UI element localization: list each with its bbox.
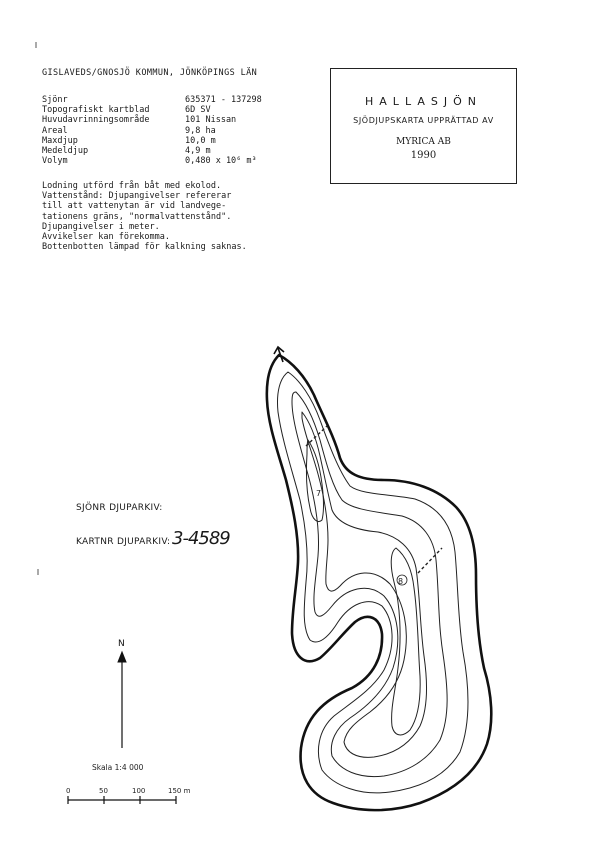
fact-label: Maxdjup (42, 135, 78, 146)
municipality-header: GISLAVEDS/GNOSJÖ KOMMUN, JÖNKÖPINGS LÄN (42, 68, 258, 78)
scale-tick: 0 (66, 787, 71, 795)
lake-name: HALLASJÖN (365, 95, 482, 108)
fact-value: 6D SV (185, 105, 211, 116)
fact-label: Medeldjup (42, 146, 89, 157)
depth-label: 7 (316, 489, 322, 498)
fact-value: 101 Nissan (185, 115, 237, 126)
note-line: tationens gräns, "normalvattenstånd". (42, 211, 232, 222)
contour-8m-south (391, 548, 420, 735)
fact-value: 0,480 x 10⁶ m³ (185, 156, 257, 167)
dashed-line (418, 548, 442, 573)
year: 1990 (410, 150, 437, 161)
scale-bar (68, 796, 176, 804)
map-archive-label: KARTNR DJUPARKIV: (76, 537, 171, 547)
lake-archive-label: SJÖNR DJUPARKIV: (76, 503, 163, 513)
author: MYRICA AB (396, 137, 451, 147)
fact-label: Areal (42, 125, 68, 136)
fact-value: 10,0 m (185, 135, 216, 146)
note-line: Bottenbotten lämpad för kalkning saknas. (42, 242, 247, 253)
note-line: Vattenstånd: Djupangivelser refererar (42, 191, 232, 202)
map-archive-number: 3-4589 (172, 528, 230, 549)
north-arrow-icon (118, 652, 126, 748)
note-line: Avvikelser kan förekomma. (42, 232, 170, 243)
contour-4m (292, 392, 447, 777)
scale-tick: 150 m (168, 787, 191, 795)
fact-label: Volym (42, 156, 68, 167)
fact-label: Huvudavrinningsområde (42, 115, 150, 126)
scale-tick: 100 (132, 787, 146, 795)
fact-value: 635371 - 137298 (185, 95, 262, 105)
north-label: N (118, 639, 125, 649)
note-line: till att vattenytan är vid landvege- (42, 201, 227, 212)
note-line: Djupangivelser i meter. (42, 221, 160, 232)
fact-label: Topografiskt kartblad (42, 105, 150, 116)
contour-8m (306, 440, 323, 522)
note-line: Lodning utförd från båt med ekolod. (42, 181, 222, 191)
made-by-label: SJÖDJUPSKARTA UPPRÄTTAD AV (353, 116, 494, 125)
contour-6m (302, 412, 427, 757)
fact-label: Sjönr (42, 95, 68, 105)
scale-label: Skala 1:4 000 (92, 763, 144, 772)
scale-tick: 50 (99, 787, 108, 795)
fact-value: 4,9 m (185, 146, 211, 157)
depth-label: 8 (398, 577, 404, 586)
fact-value: 9,8 ha (185, 125, 216, 136)
